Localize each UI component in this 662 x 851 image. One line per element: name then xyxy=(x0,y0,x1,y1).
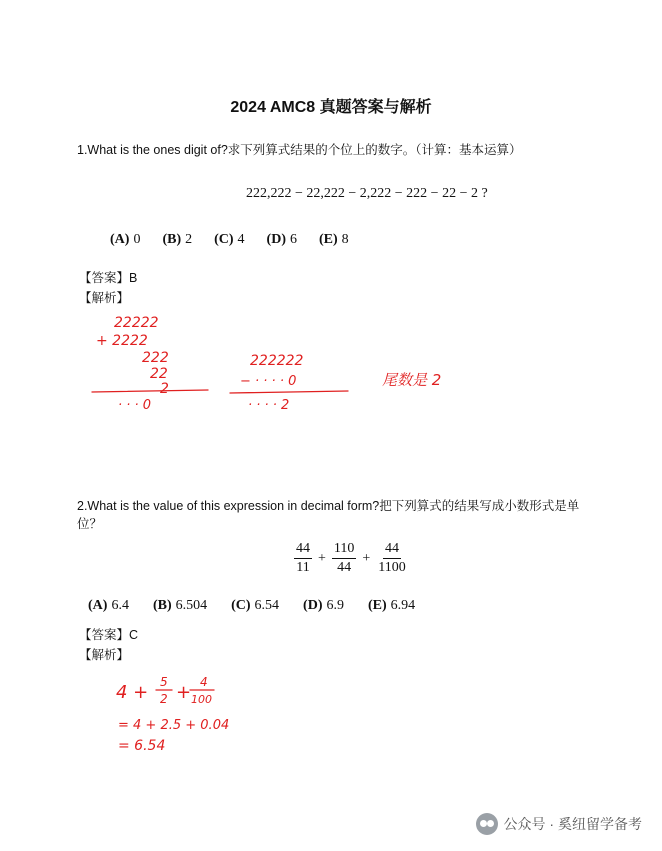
fraction-1: $\frac{44}{11}$ xyxy=(296,541,310,575)
choice-e: (E) 6.94 xyxy=(367,598,416,613)
hw1-mid-line-1: 222222 xyxy=(250,353,304,369)
hw2-line-3: = 6.54 xyxy=(118,738,166,754)
watermark-text: 公众号 · 奚纽留学备考 xyxy=(503,816,642,832)
hw1-line-5: 2 xyxy=(160,381,169,397)
hw2-frac1-num: 5 xyxy=(160,675,168,689)
choice-d: (D) 6.9 xyxy=(303,598,344,613)
choice-b: (B) 2 xyxy=(162,232,193,247)
fraction-2: $\frac{110}{44}$ xyxy=(333,541,355,575)
choice-e: (E) 8 xyxy=(318,232,349,247)
watermark xyxy=(476,813,642,835)
handwritten-work-2 xyxy=(110,672,310,762)
fraction-3: $\frac{44}{1100}$ xyxy=(378,541,406,575)
answer-1: 【答案】B xyxy=(79,271,138,285)
hw1-line-3: 222 xyxy=(142,350,169,366)
plus-sign: + xyxy=(362,550,371,566)
choice-d: (D) 6 xyxy=(266,232,297,247)
hw2-frac2-den: 100 xyxy=(191,693,212,706)
choice-c: (C) 4 xyxy=(214,232,245,247)
hw2-line-2: = 4 + 2.5 + 0.04 xyxy=(118,718,230,733)
question-2-text-line-2: 位？ xyxy=(77,517,103,531)
choice-a: (A) 6.4 xyxy=(88,598,129,613)
hw1-mid-line-2: − · · · · 0 xyxy=(240,374,297,389)
question-1-choices xyxy=(110,232,349,248)
analysis-label-1: 【解析】 xyxy=(79,291,130,305)
question-2-expression xyxy=(294,540,408,577)
wechat-icon xyxy=(476,813,498,835)
choice-b: (B) 6.504 xyxy=(152,598,208,613)
answer-2: 【答案】C xyxy=(79,628,139,642)
hw2-frac2-num: 4 xyxy=(200,675,208,689)
hw1-line-4: 22 xyxy=(150,366,168,382)
hw1-mid-line-3: · · · · 2 xyxy=(248,398,290,413)
question-1-text: 1.What is the ones digit of?求下列算式结果的个位上的数字。（计算：基本运算） xyxy=(77,143,522,157)
hw1-diff-line xyxy=(230,391,348,393)
hw1-note: 尾数是 2 xyxy=(382,371,442,389)
hw2-line-1-lead: 4 + xyxy=(116,682,149,703)
hw2-plus: + xyxy=(176,682,192,703)
page-title: 2024 AMC8 真题答案与解析 xyxy=(230,99,432,116)
question-2-choices xyxy=(88,598,415,614)
hw1-line-6: · · · 0 xyxy=(118,398,152,413)
choice-c: (C) 6.54 xyxy=(231,598,280,613)
question-2-text-line-1: 2.What is the value of this expression in decimal form?把下列算式的结果写成小数形式是单 xyxy=(77,499,580,513)
analysis-label-2: 【解析】 xyxy=(79,648,130,662)
hw2-frac1-den: 2 xyxy=(160,692,168,706)
question-1-expression: 222,222 − 22,222 − 2,222 − 222 − 22 − 2 ? xyxy=(246,186,488,201)
choice-a: (A) 0 xyxy=(110,232,141,247)
hw1-sum-line xyxy=(92,390,208,392)
hw1-line-1: 22222 xyxy=(114,315,159,331)
hw1-line-2: + 2222 xyxy=(96,333,148,349)
handwritten-work-1 xyxy=(80,305,480,425)
plus-sign: + xyxy=(318,550,326,566)
